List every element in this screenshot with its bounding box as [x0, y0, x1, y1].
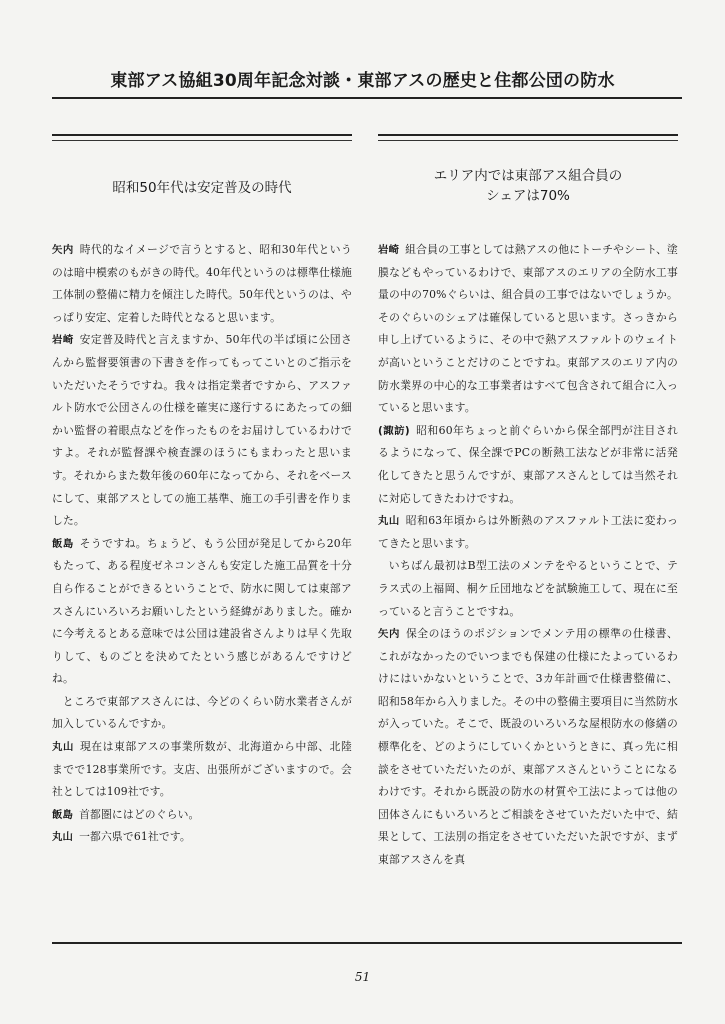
top-rule: [52, 97, 682, 99]
speaker-name: 矢内: [52, 244, 74, 256]
left-body-text: [52, 239, 352, 849]
dialogue-paragraph: [378, 239, 678, 420]
dialogue-paragraph: [52, 691, 352, 736]
left-column: [52, 134, 352, 844]
dialogue-paragraph: [378, 555, 678, 623]
page-number: 51: [354, 970, 371, 984]
dialogue-paragraph: [52, 329, 352, 532]
dialogue-paragraph: [378, 420, 678, 510]
speaker-name: 岩崎: [378, 244, 400, 256]
speaker-name: 丸山: [378, 515, 400, 528]
speaker-name: 岩崎: [52, 334, 74, 347]
paragraph-text: 一都六県で61社です。: [79, 830, 191, 844]
dialogue-paragraph: [378, 510, 678, 555]
speaker-name: 矢内: [378, 628, 400, 641]
paragraph-text: そうですね。ちょうど、もう公団が発足してから20年もたって、ある程度ゼネコンさんも安定した施工品質を十分自ら作ることができるということで、防水に関しては東部アスさんにいろいろお願いしたという経緯がありました。確かに今考えるとある意味では公団は建設省さんよりは早く先取りして、ものごとを決めてたという感じがあるんですけどね。: [52, 536, 352, 686]
paragraph-text: 時代的なイメージで言うとすると、昭和30年代というのは暗中模索のもがきの時代。40年代というのは標準仕様施工体制の整備に精力を傾注した時代。50年代というのは、やっぱり安定、定着した時代となると思います。: [52, 243, 352, 324]
speaker-name: 飯島: [52, 537, 74, 550]
dialogue-paragraph: [52, 736, 352, 804]
page-title: 東部アス協組30周年記念対談・東部アスの歴史と住都公団の防水: [110, 71, 615, 91]
left-column-rule: [52, 134, 352, 136]
left-section-heading: 昭和50年代は安定普及の時代: [112, 180, 292, 196]
speaker-name: 丸山: [52, 741, 74, 754]
paragraph-text: 昭和63年頃からは外断熱のアスファルト工法に変わってきたと思います。: [378, 514, 678, 550]
right-section-heading: [378, 166, 678, 206]
right-column-rule-thin: [378, 140, 678, 141]
dialogue-paragraph: [52, 826, 352, 849]
bottom-rule: [52, 942, 682, 944]
paragraph-text: 組合員の工事としては熱アスの他にトーチやシート、塗膜などもやっているわけで、東部アスのエリアの全防水工事量の中の70%ぐらいは、組合員の工事ではないでしょうか。そのぐらいのシェアは確保していると思います。さっきから申し上げているように、その中で熱アスファルトのウェイトが高いということだけのことですね。東部アスのエリア内の防水業界の中心的な工事業者はすべて包含されて組合に入っていると思います。: [378, 243, 678, 415]
dialogue-paragraph: [52, 533, 352, 691]
paragraph-text: ところで東部アスさんには、今どのくらい防水業者さんが加入しているんですか。: [52, 694, 352, 731]
dialogue-paragraph: [378, 623, 678, 872]
paragraph-text: いちばん最初はB型工法のメンテをやるということで、テラス式の上福岡、桐ケ丘団地などを試験施工して、現在に至っていると言うことですね。: [378, 559, 678, 618]
speaker-name: 飯島: [52, 808, 74, 821]
speaker-name: 丸山: [52, 831, 74, 844]
right-heading-line-1: エリア内では東部アス組合員の: [433, 168, 623, 184]
right-column: [378, 134, 678, 867]
dialogue-paragraph: [52, 239, 352, 329]
paragraph-text: 保全のほうのポジションでメンテ用の標準の仕様書、これがなかったのでいつまでも保建の仕様にたよっているわけにはいかないということで、3カ年計画で仕様書整備に、昭和58年から入りました。その中の整備主要項目に当然防水が入っていた。そこで、既設のいろいろな屋根防水の修繕の標準化を、どのようにしていくかというときに、真っ先に相談をさせていただいたのが、東部アスさんということになるわけです。それから既設の防水の材質や工法によっては他の団体さんにもいろいろとご相談をさせていただいた中で、結果として、工法別の指定をさせていただいた訳ですが、まず東部アスさんを真: [378, 627, 678, 867]
paragraph-text: 現在は東部アスの事業所数が、北海道から中部、北陸までで128事業所です。支店、出張所がございますので。会社としては109社です。: [52, 740, 352, 799]
right-body-text: [378, 239, 678, 872]
paragraph-text: 安定普及時代と言えますか、50年代の半ば頃に公団さんから監督要領書の下書きを作ってもってこいとのご指示をいただいたそうですね。我々は指定業者ですから、アスファルト防水で公団さんの仕様を確実に遂行するにあたっての細かい監督の着眼点などを作ったものをお届けしているわけですよ。それが監督課や検査課のほうにもまわったと思います。それからまた数年後の60年になってから、それをベースにして、東部アスとしての施工基準、施工の手引書を作りました。: [52, 333, 352, 528]
paragraph-text: 昭和60年ちょっと前ぐらいから保全部門が注目されるようになって、保全課でPCの断熱工法などが非常に活発化してきたと思うんですが、東部アスさんとしては当然それに対応してきたわけですね。: [378, 423, 678, 505]
speaker-name: (諏訪): [378, 424, 410, 437]
dialogue-paragraph: [52, 804, 352, 827]
right-column-rule: [378, 134, 678, 136]
paragraph-text: 首都圏にはどのぐらい。: [79, 807, 200, 821]
left-column-rule-thin: [52, 140, 352, 141]
right-heading-line-2: シェアは70%: [486, 188, 570, 204]
